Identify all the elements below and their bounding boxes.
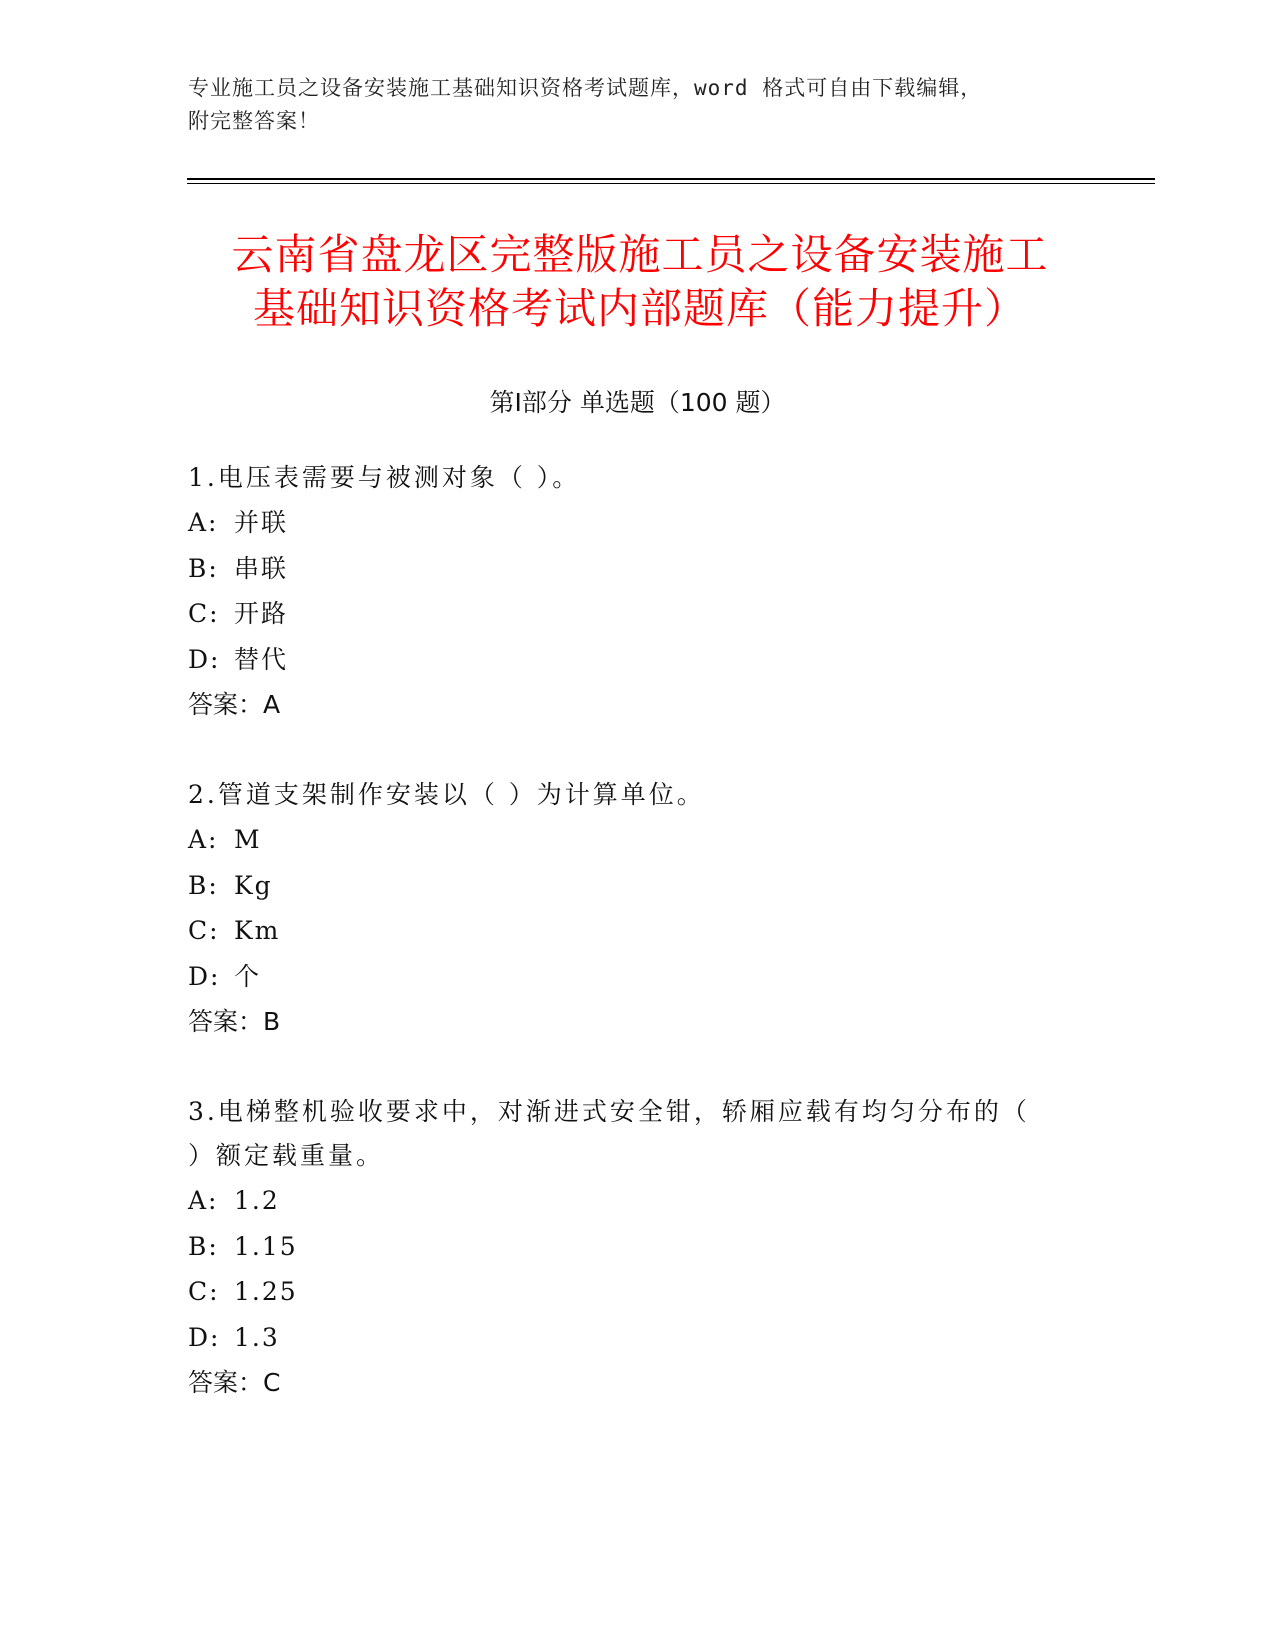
question-text-line-1: 电梯整机验收要求中，对渐进式安全钳，轿厢应载有均匀分布的（: [217, 1097, 1030, 1126]
option-letter: A:: [188, 508, 219, 537]
option-letter: C:: [188, 1277, 220, 1306]
option-letter: B:: [188, 1231, 219, 1261]
answer-line: [188, 999, 1088, 1044]
question-text-line-1: 电压表需要与被测对象（ ）。: [217, 463, 581, 492]
option-text: Km: [234, 916, 281, 945]
option-text: 并联: [234, 508, 289, 537]
answer-line: [188, 1360, 1088, 1405]
option-letter: D:: [188, 644, 221, 674]
header-rule-thin: [187, 183, 1155, 184]
option-text: 开路: [234, 599, 289, 628]
option-text: 1.2: [234, 1186, 280, 1215]
option-letter: A:: [188, 825, 219, 854]
option-b: [188, 863, 1088, 909]
option-a: [188, 500, 1088, 546]
option-letter: C:: [188, 599, 220, 628]
question-text: [188, 1090, 1088, 1134]
answer-value: A: [263, 690, 281, 719]
option-d: [188, 954, 1088, 1000]
answer-value: B: [263, 1007, 281, 1036]
question-text-continued: ）额定载重量。: [188, 1141, 385, 1170]
option-d: [188, 637, 1088, 683]
document-title-line-2: 基础知识资格考试内部题库（能力提升）: [252, 284, 1027, 333]
option-letter: A:: [188, 1186, 219, 1215]
answer-value: C: [263, 1368, 281, 1397]
header-rule-thick: [187, 178, 1155, 180]
header-note-line-2: 附完整答案！: [188, 109, 320, 133]
question-number: 3.: [188, 1097, 218, 1126]
option-letter: B:: [188, 553, 219, 583]
option-a: [188, 817, 1088, 863]
question-3: [188, 1090, 1088, 1405]
option-letter: D:: [188, 1322, 221, 1352]
option-c: [188, 1269, 1088, 1315]
option-text: 替代: [234, 644, 289, 674]
option-text: 1.3: [234, 1322, 280, 1352]
section-heading: 第Ⅰ部分 单选题（100 题）: [489, 388, 786, 417]
option-text: 串联: [234, 553, 289, 583]
option-d: [188, 1315, 1088, 1361]
option-b: [188, 1224, 1088, 1270]
option-c: [188, 591, 1088, 637]
document-title-line-1: 云南省盘龙区完整版施工员之设备安装施工: [231, 230, 1049, 279]
option-letter: B:: [188, 870, 219, 900]
answer-line: [188, 682, 1088, 727]
option-b: [188, 546, 1088, 592]
option-text: 个: [234, 961, 262, 991]
option-text: Kg: [234, 870, 273, 900]
document-title: [180, 228, 1100, 336]
question-number: 1.: [188, 463, 218, 492]
option-letter: D:: [188, 961, 221, 991]
option-text: 1.25: [234, 1277, 298, 1306]
answer-label: 答案：: [188, 1368, 264, 1397]
option-text: 1.15: [234, 1231, 298, 1261]
question-text: [188, 456, 1088, 500]
question-number: 2.: [188, 780, 218, 809]
question-1: [188, 456, 1088, 727]
question-text-line-1: 管道支架制作安装以（ ）为计算单位。: [217, 780, 705, 809]
header-note-line-1: 专业施工员之设备安装施工基础知识资格考试题库，word 格式可自由下载编辑，: [188, 76, 983, 100]
option-c: [188, 908, 1088, 954]
option-text: M: [234, 825, 262, 854]
option-letter: C:: [188, 916, 220, 945]
question-2: [188, 773, 1088, 1044]
answer-label: 答案：: [188, 690, 264, 719]
option-a: [188, 1178, 1088, 1224]
header-note: [188, 72, 1088, 138]
answer-label: 答案：: [188, 1007, 264, 1036]
question-text: [188, 773, 1088, 817]
